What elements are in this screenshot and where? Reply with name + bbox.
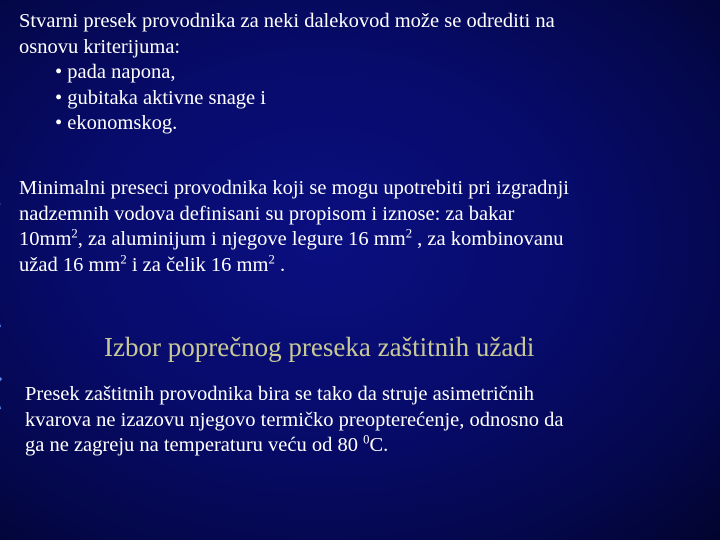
text-run: 10mm <box>19 228 72 250</box>
paragraph-line: nadzemnih vodova definisani su propisom i iznose: za bakar <box>19 202 515 225</box>
superscript: 2 <box>120 251 127 266</box>
paragraph-line: Presek zaštitnih provodnika bira se tako da struje asimetričnih <box>25 383 534 405</box>
minimum-cross-section-paragraph <box>19 176 681 278</box>
shield-wire-paragraph <box>25 382 667 459</box>
superscript: 2 <box>71 226 78 241</box>
intro-line: Stvarni presek provodnika za neki dalekovod može se odrediti na <box>19 10 555 32</box>
paragraph-line <box>19 227 681 253</box>
intro-line: osnovu kriterijuma: <box>19 35 181 58</box>
bullet-item: • ekonomskog. <box>55 112 178 134</box>
decorative-stroke <box>0 320 1 332</box>
paragraph-line <box>19 253 681 279</box>
section-heading: Izbor poprečnog preseka zaštitnih užadi <box>104 332 535 362</box>
intro-paragraph <box>19 9 679 137</box>
bullet-item: • gubitaka aktivne snage i <box>55 86 266 109</box>
superscript: 2 <box>405 226 413 241</box>
paragraph-line: Minimalni preseci provodnika koji se mogu upotrebiti pri izgradnji <box>19 177 569 199</box>
text-run: C. <box>369 434 389 456</box>
text-run: užad 16 mm <box>19 253 121 276</box>
superscript: 0 <box>363 432 370 447</box>
text-run: ga ne zagreju na temperaturu veću od 80 <box>25 434 364 456</box>
decorative-stroke <box>0 354 2 384</box>
paragraph-line: kvarova ne izazovu njegovo termičko preopterećenje, odnosno da <box>25 408 564 431</box>
superscript: 2 <box>268 251 275 266</box>
text-run: . <box>274 253 286 276</box>
bullet-item: • pada napona, <box>55 61 176 83</box>
text-run: i za čelik 16 mm <box>126 253 269 276</box>
text-run: , za kombinovanu <box>412 228 564 250</box>
text-run: , za aluminijum i njegove legure 16 mm <box>77 228 406 250</box>
paragraph-line <box>25 433 667 459</box>
decorative-stroke <box>0 402 1 416</box>
